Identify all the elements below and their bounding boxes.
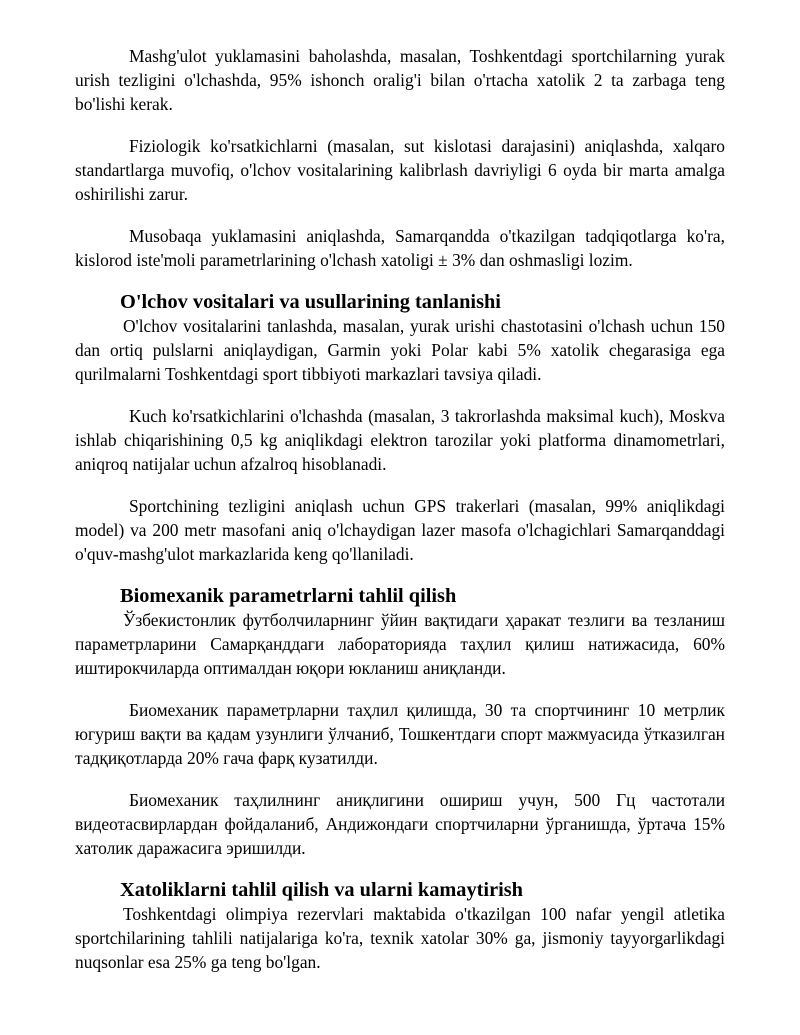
- paragraph: O'lchov vositalarini tanlashda, masalan, yurak urishi chastotasini o'lchash uchun 150 dan ortiq pulslarni aniqlaydigan, Garmin yoki Polar kabi 5% xatolik chegarasiga ega qurilmalarni Toshkentdagi sport tibbiyoti markazlari tavsiya qiladi.: [75, 316, 725, 384]
- section-heading: O'lchov vositalari va usullarining tanlanishi: [120, 291, 501, 313]
- paragraph: Sportchining tezligini aniqlash uchun GPS trakerlari (masalan, 99% aniqlikdagi model) va 200 metr masofani aniq o'lchaydigan lazer masofa o'lchagichlari Samarqanddagi o'quv-mashg'ulot markazlarida keng qo'llaniladi.: [75, 496, 725, 564]
- paragraph: Ўзбекистонлик футболчиларнинг ўйин вақтидаги ҳаракат тезлиги ва тезланиш параметрларини Самарқанддаги лабораторияда таҳлил қилиш натижасида, 60% иштирокчиларда оптималдан юқори юкланиш аниқланди.: [75, 610, 725, 678]
- paragraph: Mashg'ulot yuklamasini baholashda, masalan, Toshkentdagi sportchilarning yurak urish tezligini o'lchashda, 95% ishonch oralig'i bilan o'rtacha xatolik 2 ta zarbaga teng bo'lishi kerak.: [75, 46, 725, 114]
- paragraph: Musobaqa yuklamasini aniqlashda, Samarqandda o'tkazilgan tadqiqotlarga ko'ra, kislorod iste'moli parametrlarining o'lchash xatoligi ± 3% dan oshmasligi lozim.: [75, 226, 725, 270]
- paragraph: Биомеханик параметрларни таҳлил қилишда, 30 та спортчининг 10 метрлик югуриш вақти ва қадам узунлиги ўлчаниб, Тошкентдаги спорт мажмуасида ўтказилган тадқиқотларда 20% гача фарқ кузатилди.: [75, 700, 725, 768]
- paragraph: Kuch ko'rsatkichlarini o'lchashda (masalan, 3 takrorlashda maksimal kuch), Moskva ishlab chiqarishining 0,5 kg aniqlikdagi elektron tarozilar yoki platforma dinamometrlari, aniqroq natijalar uchun afzalroq hisoblanadi.: [75, 406, 725, 474]
- paragraph: Биомеханик таҳлилнинг аниқлигини ошириш учун, 500 Гц частотали видеотасвирлардан фойдаланиб, Андижондаги спортчиларни ўрганишда, ўртача 15% хатолик даражасига эришилди.: [75, 790, 725, 858]
- paragraph: Toshkentdagi olimpiya rezervlari maktabida o'tkazilgan 100 nafar yengil atletika sportchilarining tahlili natijalariga ko'ra, texnik xatolar 30% ga, jismoniy tayyorgarlikdagi nuqsonlar esa 25% ga teng bo'lgan.: [75, 904, 725, 972]
- section-heading: Xatoliklarni tahlil qilish va ularni kamaytirish: [120, 879, 523, 901]
- section-heading: Biomexanik parametrlarni tahlil qilish: [120, 585, 457, 607]
- paragraph: Fiziologik ko'rsatkichlarni (masalan, sut kislotasi darajasini) aniqlashda, xalqaro standartlarga muvofiq, o'lchov vositalarining kalibrlash davriyligi 6 oyda bir marta amalga oshirilishi zarur.: [75, 136, 725, 204]
